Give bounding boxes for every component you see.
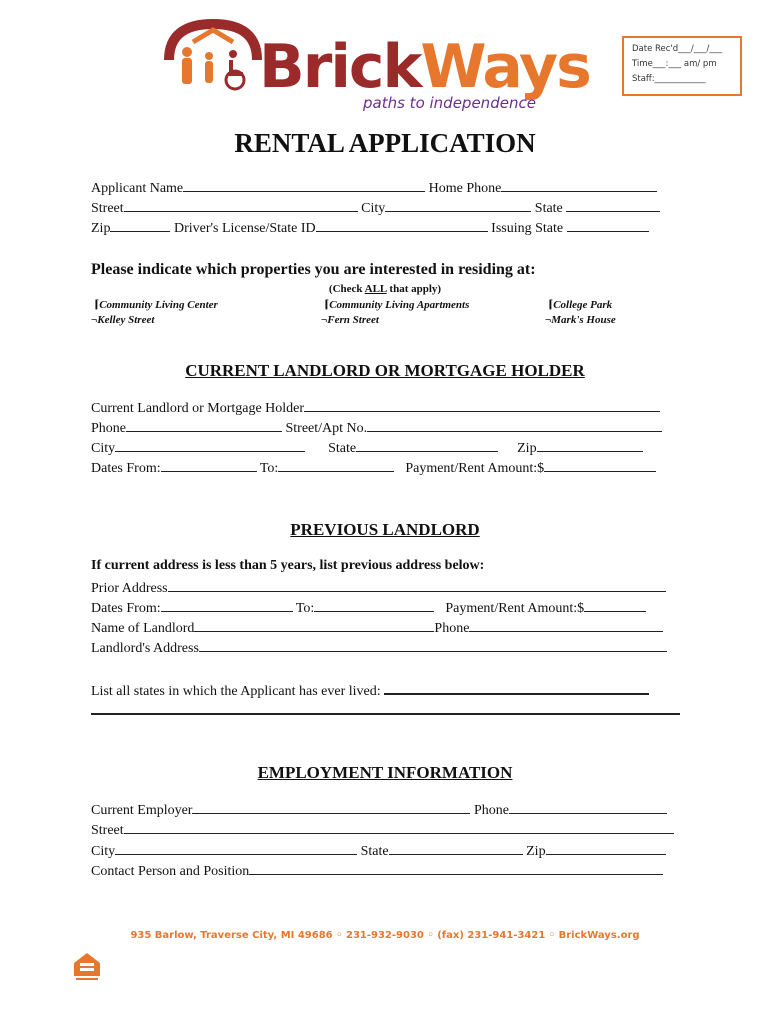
pl-dates-from-label: Dates From: bbox=[91, 601, 161, 616]
checkbox-marker: ⌈ bbox=[324, 299, 330, 311]
holder-field[interactable] bbox=[304, 398, 660, 412]
checkbox-marker: ¬ bbox=[321, 314, 328, 326]
employer-label: Current Employer bbox=[91, 803, 193, 818]
license-label: Driver's License/State ID bbox=[173, 221, 316, 236]
zip-field[interactable] bbox=[110, 218, 170, 232]
cl-payment-label: Payment/Rent Amount:$ bbox=[405, 461, 545, 476]
option-fern-street[interactable]: ¬Fern Street bbox=[321, 314, 379, 326]
cl-state-label: State bbox=[328, 441, 357, 456]
footer-contact: 935 Barlow, Traverse City, MI 49686 ◦ 231-932-9030 ◦ (fax) 231-941-3421 ◦ BrickWays.org bbox=[130, 930, 640, 941]
issuing-state-field[interactable] bbox=[567, 218, 649, 232]
cl-street-apt-label: Street/Apt No. bbox=[285, 421, 368, 436]
properties-heading: Please indicate which properties you are interested in residing at: bbox=[91, 261, 536, 278]
brickways-logo bbox=[163, 18, 613, 118]
emp-city-field[interactable] bbox=[115, 841, 357, 855]
emp-street-field[interactable] bbox=[124, 820, 674, 834]
emp-zip-label: Zip bbox=[526, 844, 546, 859]
option-college-park[interactable]: ⌈College Park bbox=[548, 299, 613, 311]
stamp-staff: Staff:____________ bbox=[632, 74, 706, 84]
city-label: City bbox=[361, 201, 386, 216]
pl-phone-label: Phone bbox=[434, 621, 470, 636]
emp-state-label: State bbox=[360, 844, 389, 859]
states-lived-continuation-line[interactable] bbox=[91, 713, 680, 715]
previous-landlord-heading: PREVIOUS LANDLORD bbox=[290, 520, 480, 539]
current-landlord-heading: CURRENT LANDLORD OR MORTGAGE HOLDER bbox=[185, 361, 585, 380]
option-community-living-apartments[interactable]: ⌈Community Living Apartments bbox=[324, 299, 470, 311]
cl-to-label: To: bbox=[259, 461, 279, 476]
contact-label: Contact Person and Position bbox=[91, 864, 250, 879]
state-field[interactable] bbox=[566, 198, 660, 212]
landlord-name-label: Name of Landlord bbox=[91, 621, 195, 636]
home-phone-label: Home Phone bbox=[428, 181, 502, 196]
check-all-emphasis: ALL bbox=[364, 283, 387, 295]
emp-street-label: Street bbox=[91, 823, 124, 838]
pl-payment-field[interactable] bbox=[584, 598, 646, 612]
cl-street-apt-field[interactable] bbox=[367, 418, 662, 432]
equal-housing-icon bbox=[72, 950, 102, 982]
license-field[interactable] bbox=[316, 218, 488, 232]
previous-instruction: If current address is less than 5 years, list previous address below: bbox=[91, 558, 485, 573]
office-stamp-box bbox=[622, 36, 742, 96]
option-marks-house[interactable]: ¬Mark's House bbox=[545, 314, 616, 326]
logo-tagline: paths to independence bbox=[363, 94, 536, 112]
applicant-name-field[interactable] bbox=[183, 178, 425, 192]
page-title: RENTAL APPLICATION bbox=[234, 128, 536, 158]
landlord-address-label: Landlord's Address bbox=[91, 641, 199, 656]
street-label: Street bbox=[91, 201, 124, 216]
holder-label: Current Landlord or Mortgage Holder bbox=[91, 401, 305, 416]
cl-city-field[interactable] bbox=[115, 438, 305, 452]
landlord-name-field[interactable] bbox=[194, 618, 434, 632]
brickways-logo-icon bbox=[163, 18, 263, 98]
emp-phone-label: Phone bbox=[473, 803, 509, 818]
emp-state-field[interactable] bbox=[389, 841, 523, 855]
states-lived-field[interactable] bbox=[384, 680, 649, 695]
contact-field[interactable] bbox=[249, 861, 663, 875]
cl-zip-label: Zip bbox=[517, 441, 537, 456]
employer-field[interactable] bbox=[192, 800, 470, 814]
check-all-note: (Check ALL that apply) bbox=[328, 283, 442, 295]
issuing-state-label: Issuing State bbox=[491, 221, 564, 236]
applicant-name-label: Applicant Name bbox=[91, 181, 184, 196]
checkbox-marker: ¬ bbox=[91, 314, 98, 326]
zip-label: Zip bbox=[91, 221, 111, 236]
states-lived-label: List all states in which the Applicant has ever lived: bbox=[91, 684, 381, 699]
home-phone-field[interactable] bbox=[501, 178, 657, 192]
cl-zip-field[interactable] bbox=[537, 438, 643, 452]
cl-to-field[interactable] bbox=[278, 458, 394, 472]
emp-city-label: City bbox=[91, 844, 116, 859]
pl-payment-label: Payment/Rent Amount:$ bbox=[445, 601, 585, 616]
emp-phone-field[interactable] bbox=[509, 800, 667, 814]
street-field[interactable] bbox=[124, 198, 358, 212]
stamp-time: Time___:___ am/ pm bbox=[632, 59, 717, 69]
pl-to-field[interactable] bbox=[314, 598, 434, 612]
stamp-date-received: Date Rec'd___/___/___ bbox=[632, 44, 723, 54]
prior-address-label: Prior Address bbox=[91, 581, 168, 596]
checkbox-marker: ⌈ bbox=[94, 299, 100, 311]
cl-city-label: City bbox=[91, 441, 116, 456]
cl-phone-label: Phone bbox=[91, 421, 126, 436]
cl-state-field[interactable] bbox=[356, 438, 498, 452]
cl-payment-field[interactable] bbox=[544, 458, 656, 472]
cl-dates-from-field[interactable] bbox=[161, 458, 257, 472]
checkbox-marker: ⌈ bbox=[548, 299, 554, 311]
pl-to-label: To: bbox=[295, 601, 315, 616]
pl-dates-from-field[interactable] bbox=[161, 598, 293, 612]
landlord-address-field[interactable] bbox=[199, 638, 667, 652]
checkbox-marker: ¬ bbox=[545, 314, 552, 326]
state-label: State bbox=[534, 201, 563, 216]
pl-phone-field[interactable] bbox=[469, 618, 663, 632]
logo-ways-text: Ways bbox=[420, 32, 590, 102]
option-kelley-street[interactable]: ¬Kelley Street bbox=[91, 314, 155, 326]
cl-dates-from-label: Dates From: bbox=[91, 461, 161, 476]
prior-address-field[interactable] bbox=[168, 578, 666, 592]
cl-phone-field[interactable] bbox=[126, 418, 282, 432]
logo-brick-text: Brick bbox=[259, 32, 421, 102]
emp-zip-field[interactable] bbox=[546, 841, 666, 855]
city-field[interactable] bbox=[385, 198, 531, 212]
employment-heading: EMPLOYMENT INFORMATION bbox=[257, 763, 513, 782]
option-community-living-center[interactable]: ⌈Community Living Center bbox=[94, 299, 218, 311]
